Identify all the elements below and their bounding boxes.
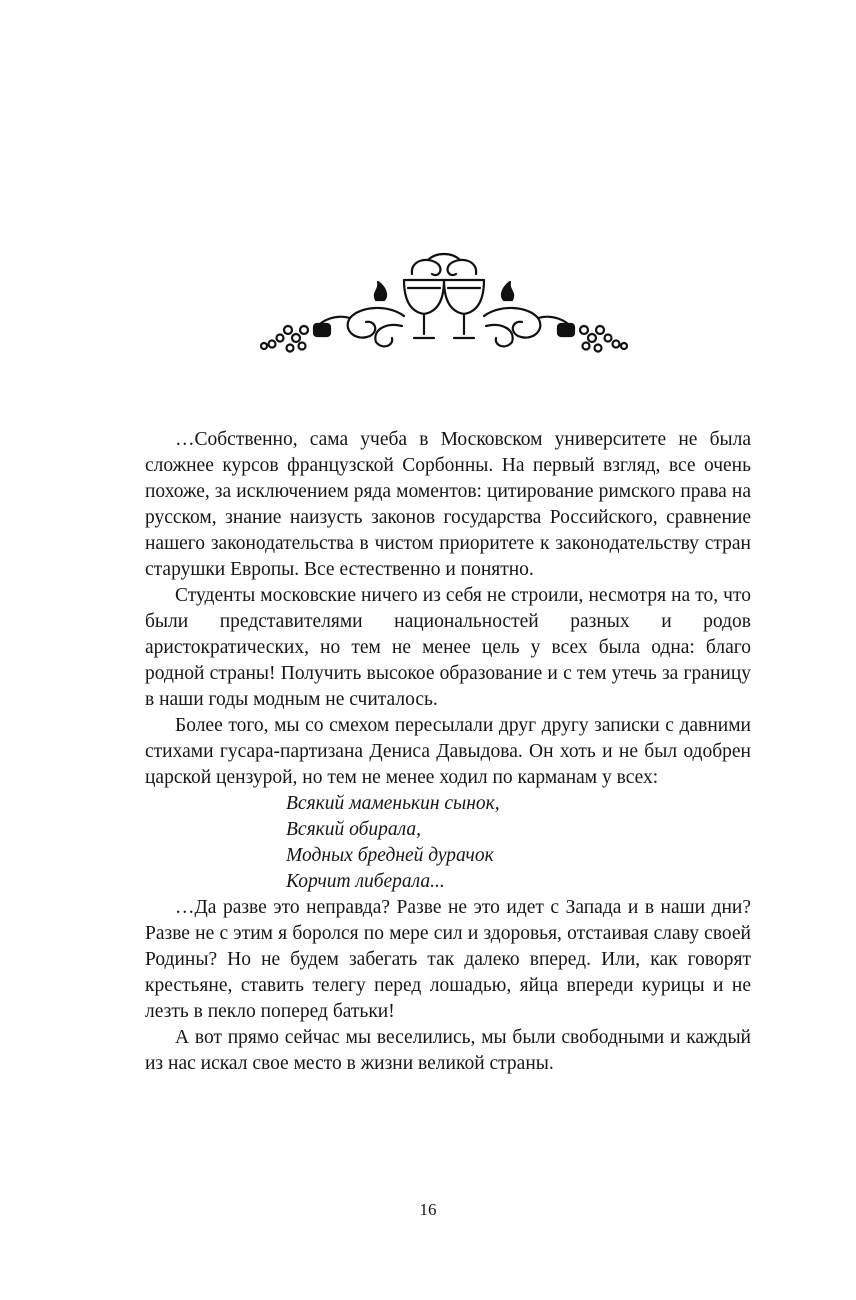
ornament-icon bbox=[252, 250, 636, 358]
verse bbox=[145, 791, 751, 895]
verse-line: Корчит либерала... bbox=[286, 871, 445, 892]
verse-line: Всякий обирала, bbox=[286, 819, 422, 840]
paragraph-5: А вот прямо сейчас мы веселились, мы были свободными и каждый из нас искал свое место в жизни великой страны. bbox=[145, 1027, 751, 1074]
paragraph-3: Более того, мы со смехом пересылали друг другу записки с давними стихами гусара-партизана Дениса Давыдова. Он хоть и не был одобрен царской цензурой, но тем не менее ходил по карманам у всех: bbox=[145, 715, 751, 788]
verse-line: Всякий маменькин сынок, bbox=[286, 793, 500, 814]
body-text bbox=[145, 427, 751, 1077]
paragraph-4: …Да разве это неправда? Разве не это идет с Запада и в наши дни? Разве не с этим я боролся по мере сил и здоровья, отстаивая славу своей Родины? Но не будем забегать так далеко вперед. Или, как говорят крестьяне, ставить телегу перед лошадью, яйца впереди курицы и не лезть в пекло поперед батьки! bbox=[145, 897, 751, 1022]
page-number: 16 bbox=[419, 1200, 437, 1219]
paragraph-2: Студенты московские ничего из себя не строили, несмотря на то, что были представителями национальностей разных и родов аристократических, но тем не менее цель у всех была одна: благо родной страны! Получить высокое образование и с тем утечь за границу в наши годы модным не считалось. bbox=[145, 585, 751, 710]
paragraph-1: …Собственно, сама учеба в Московском университете не была сложнее курсов французской Сорбонны. На первый взгляд, все очень похоже, за исключением ряда моментов: цитирование римского права на русском, знание наизусть законов государства Российского, сравнение нашего законодательства в чистом приоритете к законодательству стран старушки Европы. Все естественно и понятно. bbox=[145, 429, 751, 580]
verse-line: Модных бредней дурачок bbox=[286, 845, 494, 866]
